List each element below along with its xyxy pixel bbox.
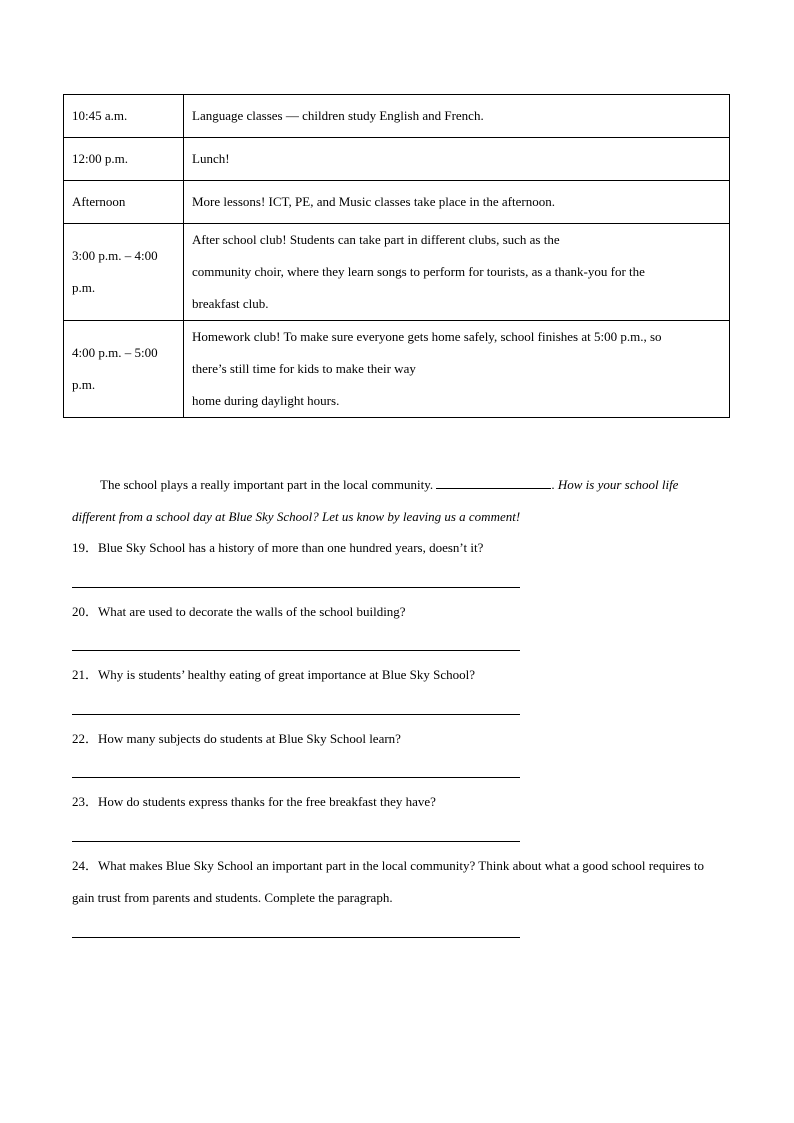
table-row bbox=[64, 181, 730, 224]
passage-italic-text: How is your school life different from a school day at Blue Sky School? Let us know by leaving us a comment! bbox=[72, 477, 679, 524]
question-19 bbox=[72, 532, 722, 564]
activity-cell: Language classes — children study English and French. bbox=[184, 95, 730, 138]
question-number: 24． bbox=[72, 858, 99, 873]
passage-blank[interactable] bbox=[436, 476, 551, 489]
table-row bbox=[64, 138, 730, 181]
activity-line: home during daylight hours. bbox=[192, 393, 340, 408]
question-number: 19． bbox=[72, 540, 99, 555]
time-cell: Afternoon bbox=[64, 181, 184, 224]
activity-line: community choir, where they learn songs to perform for tourists, as a thank-you for the bbox=[192, 264, 645, 279]
answer-line-22[interactable] bbox=[72, 777, 520, 778]
question-21 bbox=[72, 659, 722, 691]
table-row bbox=[64, 224, 730, 321]
answer-line-21[interactable] bbox=[72, 714, 520, 715]
passage-period: . bbox=[551, 477, 555, 492]
activity-line: there’s still time for kids to make their way bbox=[192, 361, 416, 376]
passage-sentence: The school plays a really important part in the local community. bbox=[100, 477, 434, 492]
answer-line-20[interactable] bbox=[72, 650, 520, 651]
question-number: 23． bbox=[72, 794, 99, 809]
passage-paragraph bbox=[72, 469, 722, 533]
question-text: How many subjects do students at Blue Sky School learn? bbox=[98, 731, 401, 746]
question-text: Blue Sky School has a history of more than one hundred years, doesn’t it? bbox=[98, 540, 484, 555]
question-text: What makes Blue Sky School an important part in the local community? Think about what a good school requires to gain trust from parents and students. Complete the paragraph. bbox=[72, 858, 704, 905]
answer-line-23[interactable] bbox=[72, 841, 520, 842]
activity-cell bbox=[184, 321, 730, 418]
question-24 bbox=[72, 850, 722, 914]
table-row bbox=[64, 95, 730, 138]
time-cell: 3:00 p.m. – 4:00 p.m. bbox=[64, 224, 184, 321]
activity-line: Homework club! To make sure everyone gets home safely, school finishes at 5:00 p.m., so bbox=[192, 329, 662, 344]
question-22 bbox=[72, 723, 722, 755]
activity-line: breakfast club. bbox=[192, 296, 269, 311]
question-number: 20． bbox=[72, 604, 99, 619]
time-cell: 12:00 p.m. bbox=[64, 138, 184, 181]
question-number: 21． bbox=[72, 667, 99, 682]
activity-line: After school club! Students can take part in different clubs, such as the bbox=[192, 232, 560, 247]
activity-cell: Lunch! bbox=[184, 138, 730, 181]
activity-cell: More lessons! ICT, PE, and Music classes take place in the afternoon. bbox=[184, 181, 730, 224]
time-cell: 4:00 p.m. – 5:00 p.m. bbox=[64, 321, 184, 418]
question-text: How do students express thanks for the free breakfast they have? bbox=[98, 794, 436, 809]
question-23 bbox=[72, 786, 722, 818]
question-number: 22． bbox=[72, 731, 99, 746]
answer-line-24[interactable] bbox=[72, 937, 520, 938]
answer-line-19[interactable] bbox=[72, 587, 520, 588]
question-text: What are used to decorate the walls of the school building? bbox=[98, 604, 406, 619]
table-row bbox=[64, 321, 730, 418]
activity-cell bbox=[184, 224, 730, 321]
time-cell: 10:45 a.m. bbox=[64, 95, 184, 138]
schedule-table bbox=[63, 94, 730, 418]
question-text: Why is students’ healthy eating of great importance at Blue Sky School? bbox=[98, 667, 476, 682]
question-20 bbox=[72, 596, 722, 628]
